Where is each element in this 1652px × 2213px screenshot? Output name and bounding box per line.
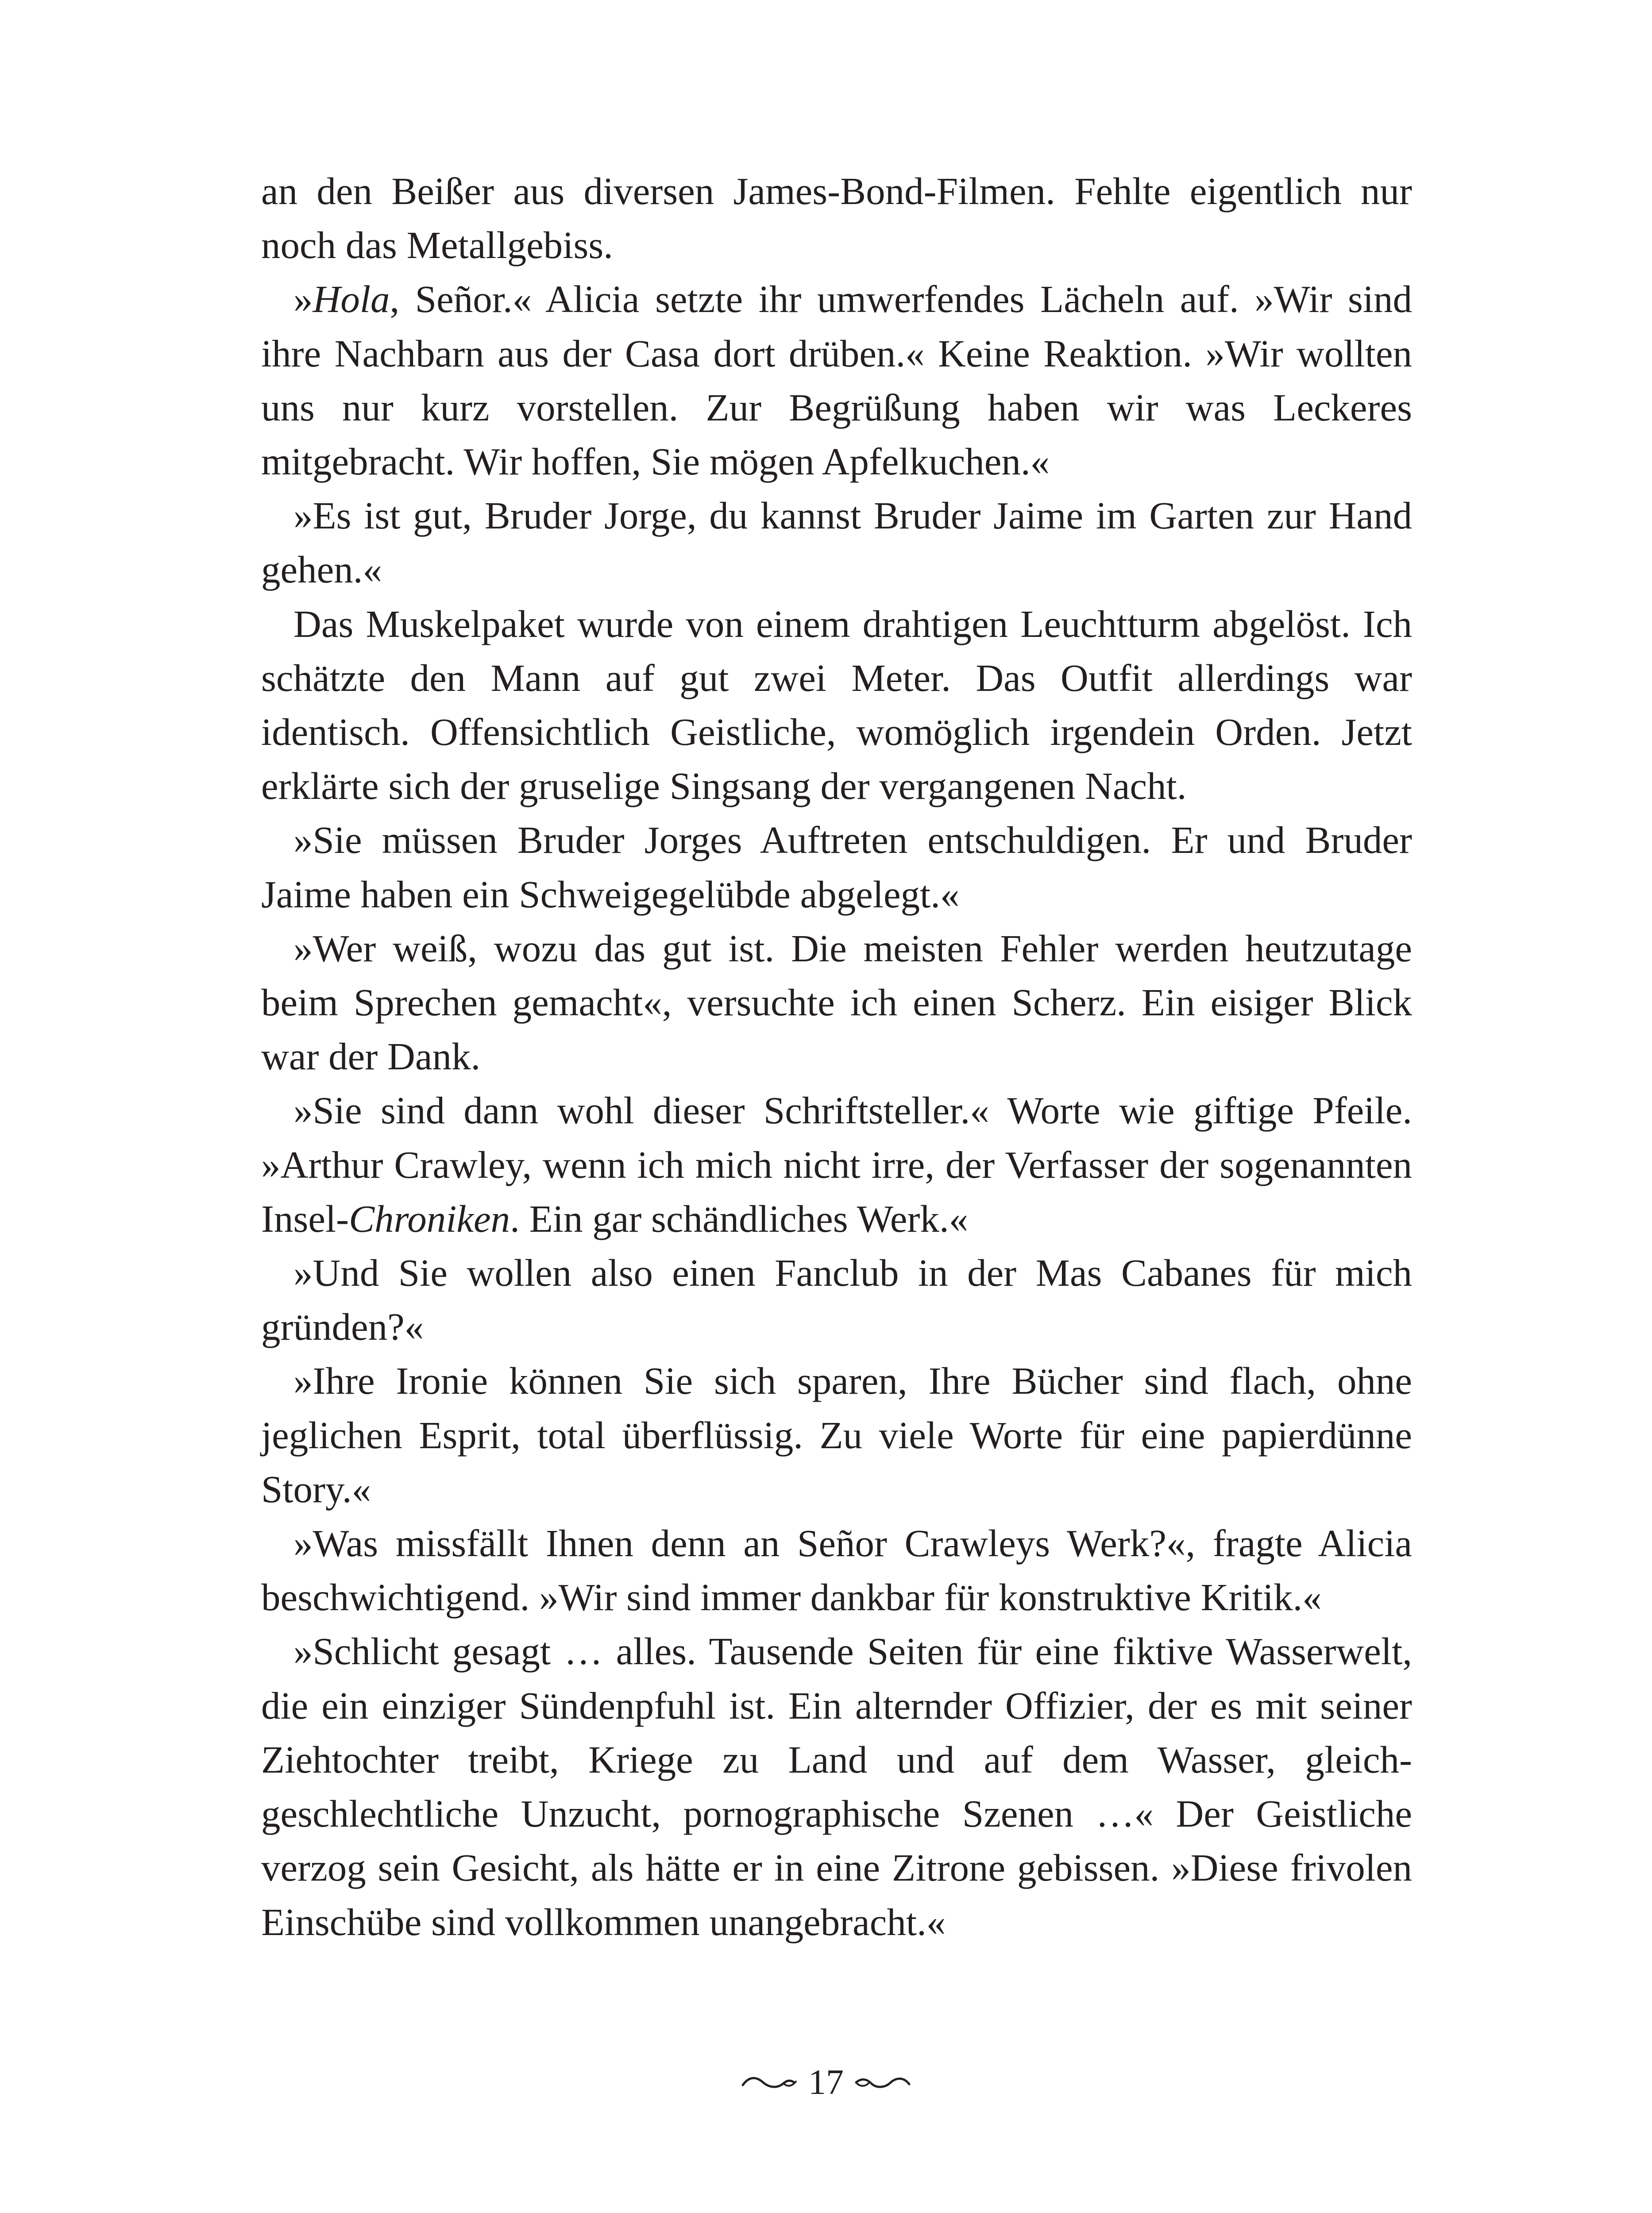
paragraph [261, 813, 1412, 921]
italic-text: Hola [313, 278, 390, 321]
paragraph [261, 597, 1412, 813]
paragraph [261, 1246, 1412, 1354]
page-footer [0, 2063, 1652, 2102]
text-run: Das Muskelpaket wurde von einem drahtigen Leuchtturm abgelöst. Ich schätzte den Mann auf gut zwei Meter. Das Outfit allerdings war identisch. Offensichtlich Geistliche, womöglich irgendein Orden. Jetzt erklärte sich der gruselige Singsang der vergangenen Nacht. [261, 602, 1412, 808]
text-run: »Ihre Ironie können Sie sich sparen, Ihre Bücher sind flach, ohne jeglichen Esprit, total überflüssig. Zu viele Worte für eine papierdünne Story.« [261, 1359, 1412, 1511]
text-run: »Sie müssen Bruder Jorges Auftreten entschuldigen. Er und Bruder Jaime haben ein Schweigegelübde abgelegt.« [261, 818, 1412, 916]
swash-right-icon [853, 2074, 911, 2091]
paragraph [261, 272, 1412, 489]
text-run: » [293, 278, 313, 321]
text-run: . Ein gar schändliches Werk.« [510, 1197, 969, 1240]
text-run: »Schlicht gesagt … alles. Tausende Seiten für eine fiktive Wasserwelt, die ein einziger Sündenpfuhl ist. Ein alternder Offizier, der es mit seiner Ziehtochter treibt, Kriege zu Land und auf dem Wasser, gleichgeschlechtliche Unzucht, pornographische Szenen …« Der Geistliche verzog sein Gesicht, als hätte er in eine Zitrone gebissen. »Diese frivolen Einschübe sind vollkommen unangebracht.« [261, 1630, 1412, 1943]
text-run: , Señor.« Alicia setzte ihr umwerfendes Lächeln auf. »Wir sind ihre Nachbarn aus der Casa dort drüben.« Keine Reaktion. »Wir wollten uns nur kurz vorstellen. Zur Begrüßung haben wir was Leckeres mitgebracht. Wir hoffen, Sie mögen Apfelkuchen.« [261, 278, 1412, 483]
text-run: an den Beißer aus diversen James-Bond-Filmen. Fehlte eigentlich nur noch das Metallgebiss. [261, 170, 1412, 267]
page-number: 17 [808, 2063, 844, 2102]
paragraph [261, 164, 1412, 272]
text-run: »Was missfällt Ihnen denn an Señor Crawleys Werk?«, fragte Alicia beschwichtigend. »Wir sind immer dankbar für konstruktive Kritik.« [261, 1522, 1412, 1619]
text-run: »Wer weiß, wozu das gut ist. Die meisten Fehler werden heutzutage beim Sprechen gemacht«, versuchte ich einen Scherz. Ein eisiger Blick war der Dank. [261, 926, 1412, 1078]
paragraph [261, 1516, 1412, 1624]
text-run: »Es ist gut, Bruder Jorge, du kannst Bruder Jaime im Garten zur Hand gehen.« [261, 494, 1412, 591]
swash-left-icon [741, 2074, 799, 2091]
body-text [261, 164, 1412, 1949]
paragraph [261, 1354, 1412, 1516]
paragraph [261, 921, 1412, 1084]
italic-text: Chroniken [349, 1197, 510, 1240]
paragraph [261, 1083, 1412, 1246]
paragraph [261, 1624, 1412, 1949]
paragraph [261, 489, 1412, 597]
text-run: »Und Sie wollen also einen Fanclub in der Mas Cabanes für mich gründen?« [261, 1251, 1412, 1349]
text-run: »Sie sind dann wohl dieser Schriftsteller.« Worte wie giftige Pfeile. »Arthur Crawley, wenn ich mich nicht irre, der Verfasser der sogenannten Insel- [261, 1089, 1412, 1240]
